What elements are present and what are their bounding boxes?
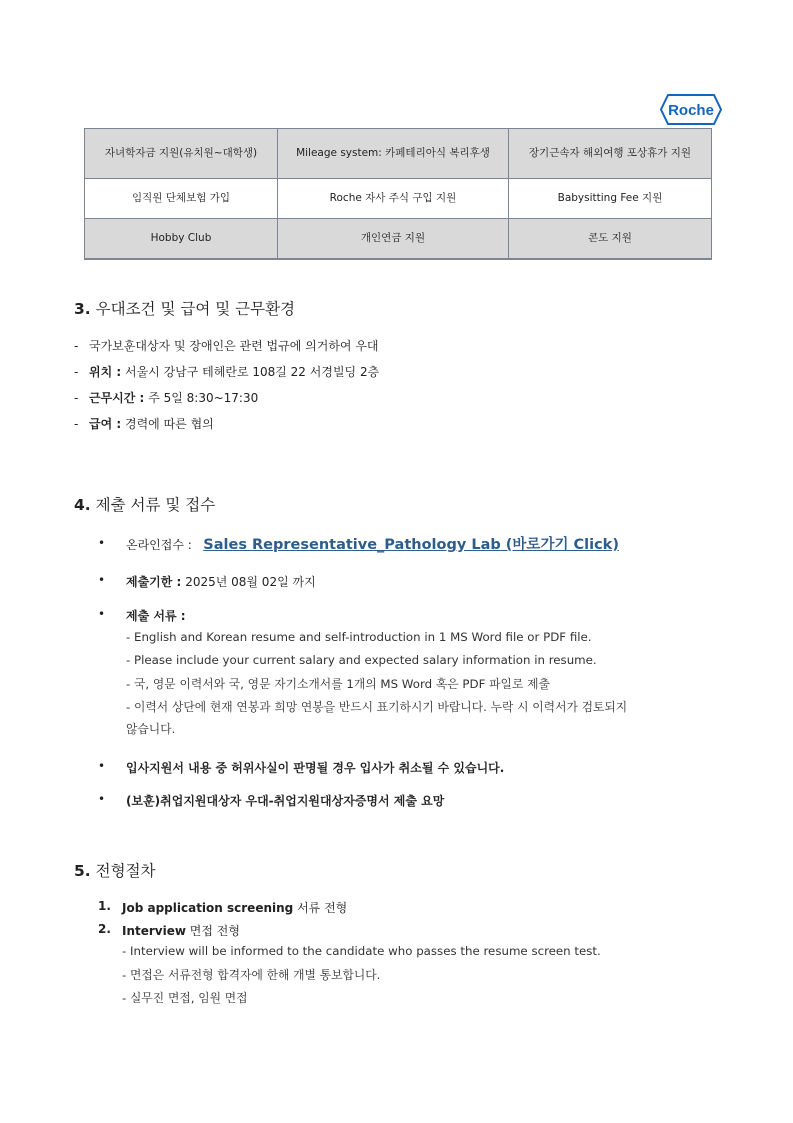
list-item-location bbox=[74, 363, 379, 380]
table-cell: 장기근속자 해외여행 포상휴가 지원 bbox=[509, 129, 712, 179]
roche-hexagon-icon bbox=[660, 94, 722, 125]
deadline bbox=[126, 573, 316, 590]
document-line: - 국, 영문 이력서와 국, 영문 자기소개서를 1개의 MS Word 혹은 PDF 파일로 제출 bbox=[126, 677, 550, 691]
section-number: 4. bbox=[74, 496, 91, 514]
bullet-icon: • bbox=[98, 536, 106, 550]
dash-marker: - bbox=[74, 339, 79, 353]
interview-line: - Interview will be informed to the candidate who passes the resume screen test. bbox=[122, 944, 601, 958]
online-label: 온라인접수 : bbox=[126, 538, 192, 552]
list-item bbox=[74, 337, 379, 354]
section-title: 제출 서류 및 접수 bbox=[95, 496, 216, 514]
false-info-warning: 입사지원서 내용 중 허위사실이 판명될 경우 입사가 취소될 수 있습니다. bbox=[126, 761, 505, 775]
section-5-heading bbox=[74, 859, 156, 881]
online-application bbox=[126, 533, 619, 554]
document-line: - Please include your current salary and expected salary information in resume. bbox=[126, 653, 597, 667]
document-line: 않습니다. bbox=[126, 722, 176, 736]
interview-line: - 면접은 서류전형 합격자에 한해 개별 통보합니다. bbox=[122, 968, 381, 982]
step-english: Job application screening bbox=[122, 901, 294, 915]
veteran-preference: (보훈)취업지원대상자 우대-취업지원대상자증명서 제출 요망 bbox=[126, 794, 445, 808]
section-title: 전형절차 bbox=[95, 862, 156, 880]
dash-marker: - bbox=[74, 417, 79, 431]
table-row bbox=[85, 129, 712, 179]
deadline-text: 2025년 08월 02일 까지 bbox=[185, 575, 316, 589]
section-number: 3. bbox=[74, 300, 91, 318]
section-4-heading bbox=[74, 493, 215, 515]
step-item bbox=[122, 922, 240, 939]
interview-line: - 실무진 면접, 임원 면접 bbox=[122, 991, 248, 1005]
item-text: 주 5일 8:30~17:30 bbox=[148, 391, 259, 405]
table-cell: 개인연금 지원 bbox=[278, 219, 509, 260]
list-item-hours bbox=[74, 389, 258, 406]
list-item-salary bbox=[74, 415, 214, 432]
step-item bbox=[122, 899, 347, 916]
section-number: 5. bbox=[74, 862, 91, 880]
step-korean: 서류 전형 bbox=[297, 901, 348, 915]
table-cell: 임직원 단체보험 가입 bbox=[85, 179, 278, 219]
step-korean: 면접 전형 bbox=[189, 924, 240, 938]
roche-logo bbox=[660, 94, 722, 125]
dash-marker: - bbox=[74, 365, 79, 379]
section-title: 우대조건 및 급여 및 근무환경 bbox=[95, 300, 296, 318]
deadline-label: 제출기한 : bbox=[126, 575, 182, 589]
step-english: Interview bbox=[122, 924, 186, 938]
table-cell: 자녀학자금 지원(유치원~대학생) bbox=[85, 129, 278, 179]
step-number: 1. bbox=[98, 899, 111, 913]
bullet-icon: • bbox=[98, 607, 106, 621]
item-text: 경력에 따른 협의 bbox=[125, 417, 214, 431]
application-link[interactable]: Sales Representative_Pathology Lab (바로가기 Click) bbox=[203, 537, 619, 553]
item-label: 위치 : bbox=[89, 365, 122, 379]
table-row bbox=[85, 219, 712, 260]
item-label: 급여 : bbox=[89, 417, 122, 431]
table-cell: Hobby Club bbox=[85, 219, 278, 260]
bullet-icon: • bbox=[98, 759, 106, 773]
table-cell: Mileage system: 카페테리아식 복리후생 bbox=[278, 129, 509, 179]
bullet-icon: • bbox=[98, 792, 106, 806]
item-text: 국가보훈대상자 및 장애인은 관련 법규에 의거하여 우대 bbox=[89, 339, 379, 353]
document-line: - English and Korean resume and self-introduction in 1 MS Word file or PDF file. bbox=[126, 630, 592, 644]
document-line: - 이력서 상단에 현재 연봉과 희망 연봉을 반드시 표기하시기 바랍니다. 누락 시 이력서가 검토되지 bbox=[126, 700, 628, 714]
bullet-icon: • bbox=[98, 573, 106, 587]
table-row bbox=[85, 179, 712, 219]
item-label: 근무시간 : bbox=[89, 391, 145, 405]
documents-label: 제출 서류 : bbox=[126, 609, 186, 623]
item-text: 서울시 강남구 테헤란로 108길 22 서경빌딩 2층 bbox=[125, 365, 380, 379]
table-cell: 콘도 지원 bbox=[509, 219, 712, 260]
table-cell: Babysitting Fee 지원 bbox=[509, 179, 712, 219]
table-cell: Roche 자사 주식 구입 지원 bbox=[278, 179, 509, 219]
section-3-heading bbox=[74, 297, 295, 319]
benefits-table bbox=[84, 128, 712, 260]
dash-marker: - bbox=[74, 391, 79, 405]
logo-text: Roche bbox=[668, 102, 714, 119]
step-number: 2. bbox=[98, 922, 111, 936]
